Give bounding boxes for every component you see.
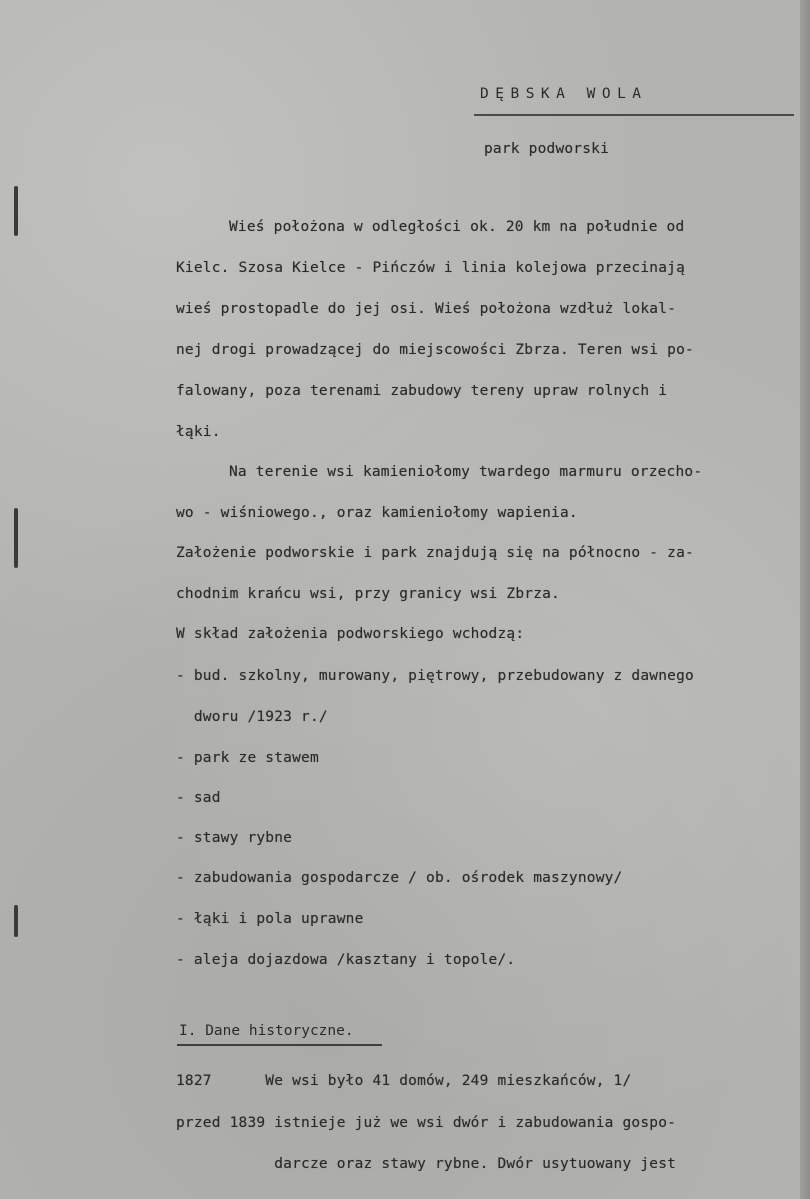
paragraph-line: Wieś położona w odległości ok. 20 km na południe od — [229, 219, 685, 235]
list-item: - bud. szkolny, murowany, piętrowy, przebudowany z dawnego — [176, 668, 694, 684]
paragraph-line: łąki. — [176, 424, 221, 440]
binding-mark — [14, 905, 18, 937]
paragraph-line: Założenie podworskie i park znajdują się na północno - za- — [176, 545, 694, 561]
list-item: - sad — [176, 790, 221, 806]
title-underline — [474, 114, 794, 116]
binding-mark — [14, 508, 18, 568]
list-item: - zabudowania gospodarcze / ob. ośrodek maszynowy/ — [176, 870, 623, 886]
paragraph-line: wieś prostopadle do jej osi. Wieś położona wzdłuż lokal- — [176, 301, 677, 317]
list-item: - park ze stawem — [176, 750, 319, 766]
paragraph-line: wo - wiśniowego., oraz kamieniołomy wapienia. — [176, 505, 578, 521]
section-heading: I. Dane historyczne. — [179, 1023, 354, 1039]
list-item: - łąki i pola uprawne — [176, 911, 364, 927]
document-subtitle: park podworski — [484, 141, 610, 157]
history-line: przed 1839 istnieje już we wsi dwór i zabudowania gospo- — [176, 1115, 677, 1131]
paragraph-line: Na terenie wsi kamieniołomy twardego marmuru orzecho- — [229, 464, 703, 480]
list-item: - stawy rybne — [176, 830, 293, 846]
list-intro: W skład założenia podworskiego wchodzą: — [176, 626, 525, 642]
list-item: dworu /1923 r./ — [176, 709, 328, 725]
binding-mark — [14, 186, 18, 236]
list-item: - aleja dojazdowa /kasztany i topole/. — [176, 952, 516, 968]
page-edge-shadow — [800, 0, 810, 1199]
history-line: 1827 We wsi było 41 domów, 249 mieszkańców, 1/ — [176, 1073, 632, 1089]
paragraph-line: nej drogi prowadzącej do miejscowości Zbrza. Teren wsi po- — [176, 342, 694, 358]
document-title: DĘBSKA WOLA — [480, 86, 648, 102]
paragraph-line: Kielc. Szosa Kielce - Pińczów i linia kolejowa przecinają — [176, 260, 685, 276]
section-underline — [177, 1044, 382, 1046]
paragraph-line: falowany, poza terenami zabudowy tereny upraw rolnych i — [176, 383, 668, 399]
history-line: darcze oraz stawy rybne. Dwór usytuowany jest — [176, 1156, 677, 1172]
paragraph-line: chodnim krańcu wsi, przy granicy wsi Zbrza. — [176, 586, 560, 602]
